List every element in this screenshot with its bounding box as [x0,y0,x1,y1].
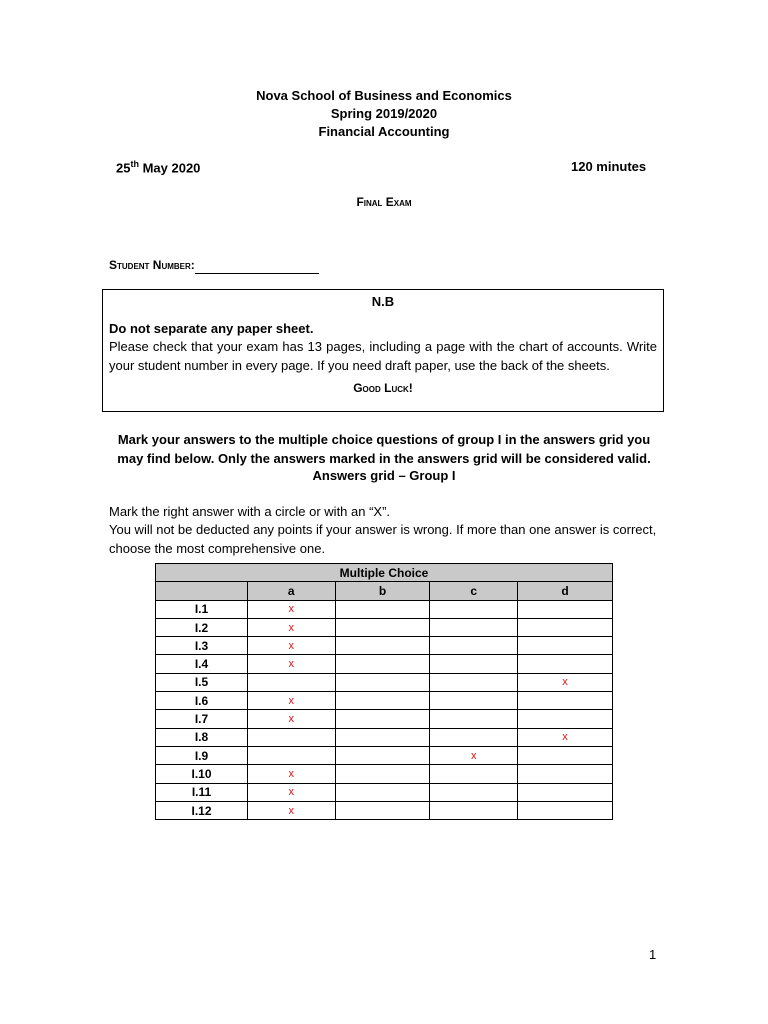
answer-cell-c[interactable] [430,728,518,746]
answer-cell-d[interactable] [517,746,612,764]
answer-cell-c[interactable] [430,710,518,728]
answer-mark-a[interactable]: x [248,618,336,636]
answer-cell-b[interactable] [335,710,430,728]
table-row [156,692,613,710]
grid-body [156,600,613,820]
term: Spring 2019/2020 [330,106,438,121]
answer-cell-c[interactable] [430,801,518,819]
answer-mark-d[interactable]: x [517,728,612,746]
answer-cell-b[interactable] [335,673,430,691]
table-row [156,783,613,801]
grid-column-header-b: b [335,582,430,600]
nb-title: N.B [371,294,395,309]
school-name: Nova School of Business and Economics [256,88,512,103]
answer-cell-d[interactable] [517,600,612,618]
question-label: I.7 [156,710,248,728]
instructions-bold: Mark your answers to the multiple choice questions of group I in the answers grid you may find below. Only the answers marked in the answers grid will be considered valid. [117,432,651,466]
answers-grid-title: Answers grid – Group I [312,468,456,483]
answer-cell-a[interactable] [248,746,336,764]
answer-cell-b[interactable] [335,728,430,746]
answer-cell-b[interactable] [335,655,430,673]
answer-cell-b[interactable] [335,746,430,764]
question-label: I.10 [156,765,248,783]
answer-cell-b[interactable] [335,637,430,655]
answer-cell-d[interactable] [517,710,612,728]
answer-cell-d[interactable] [517,618,612,636]
nb-box [102,289,664,412]
answer-mark-a[interactable]: x [248,765,336,783]
answer-cell-b[interactable] [335,783,430,801]
grid-column-header-a: a [248,582,336,600]
answer-mark-a[interactable]: x [248,637,336,655]
answer-cell-d[interactable] [517,637,612,655]
table-row [156,655,613,673]
table-row [156,673,613,691]
grid-title: Multiple Choice [156,564,613,582]
answer-cell-c[interactable] [430,765,518,783]
question-label: I.5 [156,673,248,691]
answer-cell-c[interactable] [430,783,518,801]
answer-cell-d[interactable] [517,655,612,673]
exam-duration: 120 minutes [571,159,647,174]
table-row [156,618,613,636]
grid-column-header-c: c [430,582,518,600]
date-day: 25 [116,160,131,176]
answer-cell-c[interactable] [430,655,518,673]
answer-mark-a[interactable]: x [248,692,336,710]
exam-date [116,159,200,175]
table-row [156,765,613,783]
answer-cell-d[interactable] [517,801,612,819]
answer-mark-d[interactable]: x [517,673,612,691]
table-row [156,801,613,819]
page-number: 1 [649,947,657,962]
answers-grid [155,563,613,820]
question-label: I.2 [156,618,248,636]
answer-cell-b[interactable] [335,692,430,710]
answer-cell-b[interactable] [335,618,430,636]
question-label: I.6 [156,692,248,710]
date-rest: May 2020 [138,160,201,176]
answer-cell-c[interactable] [430,673,518,691]
table-row [156,600,613,618]
table-row [156,710,613,728]
question-label: I.12 [156,801,248,819]
answer-cell-c[interactable] [430,692,518,710]
answer-cell-a[interactable] [248,728,336,746]
answer-cell-c[interactable] [430,618,518,636]
question-label: I.8 [156,728,248,746]
date-suffix: th [130,159,139,169]
student-number-field[interactable] [109,256,319,274]
exam-title: Final Exam [356,195,412,209]
question-label: I.9 [156,746,248,764]
instructions-para2: You will not be deducted any points if your answer is wrong. If more than one answer is correct, choose the most comprehensive one. [109,522,657,556]
answer-cell-b[interactable] [335,600,430,618]
course-name: Financial Accounting [318,124,450,139]
table-row [156,746,613,764]
question-label: I.1 [156,600,248,618]
answer-mark-a[interactable]: x [248,783,336,801]
answer-cell-c[interactable] [430,600,518,618]
answer-mark-a[interactable]: x [248,801,336,819]
answer-cell-d[interactable] [517,765,612,783]
instructions-para1: Mark the right answer with a circle or with an “X”. [109,504,391,519]
answer-cell-a[interactable] [248,673,336,691]
answer-cell-d[interactable] [517,692,612,710]
answer-cell-b[interactable] [335,765,430,783]
answer-mark-a[interactable]: x [248,710,336,728]
nb-line1: Do not separate any paper sheet. [109,320,314,336]
answer-mark-c[interactable]: x [430,746,518,764]
question-label: I.3 [156,637,248,655]
grid-corner-cell [156,582,248,600]
answer-cell-d[interactable] [517,783,612,801]
answer-cell-c[interactable] [430,637,518,655]
table-row [156,637,613,655]
nb-closing: Good Luck! [353,381,413,395]
table-row [156,728,613,746]
student-number-label: Student Number: [109,258,195,272]
question-label: I.4 [156,655,248,673]
question-label: I.11 [156,783,248,801]
answer-mark-a[interactable]: x [248,600,336,618]
answer-cell-b[interactable] [335,801,430,819]
grid-column-header-d: d [517,582,612,600]
grid-column-header-row [156,582,613,600]
nb-line2: Please check that your exam has 13 pages, including a page with the chart of accounts. Write your student number in every page. If you need draft paper, use the back of the sheets. [109,339,657,373]
answer-mark-a[interactable]: x [248,655,336,673]
student-number-blank[interactable] [195,261,319,274]
